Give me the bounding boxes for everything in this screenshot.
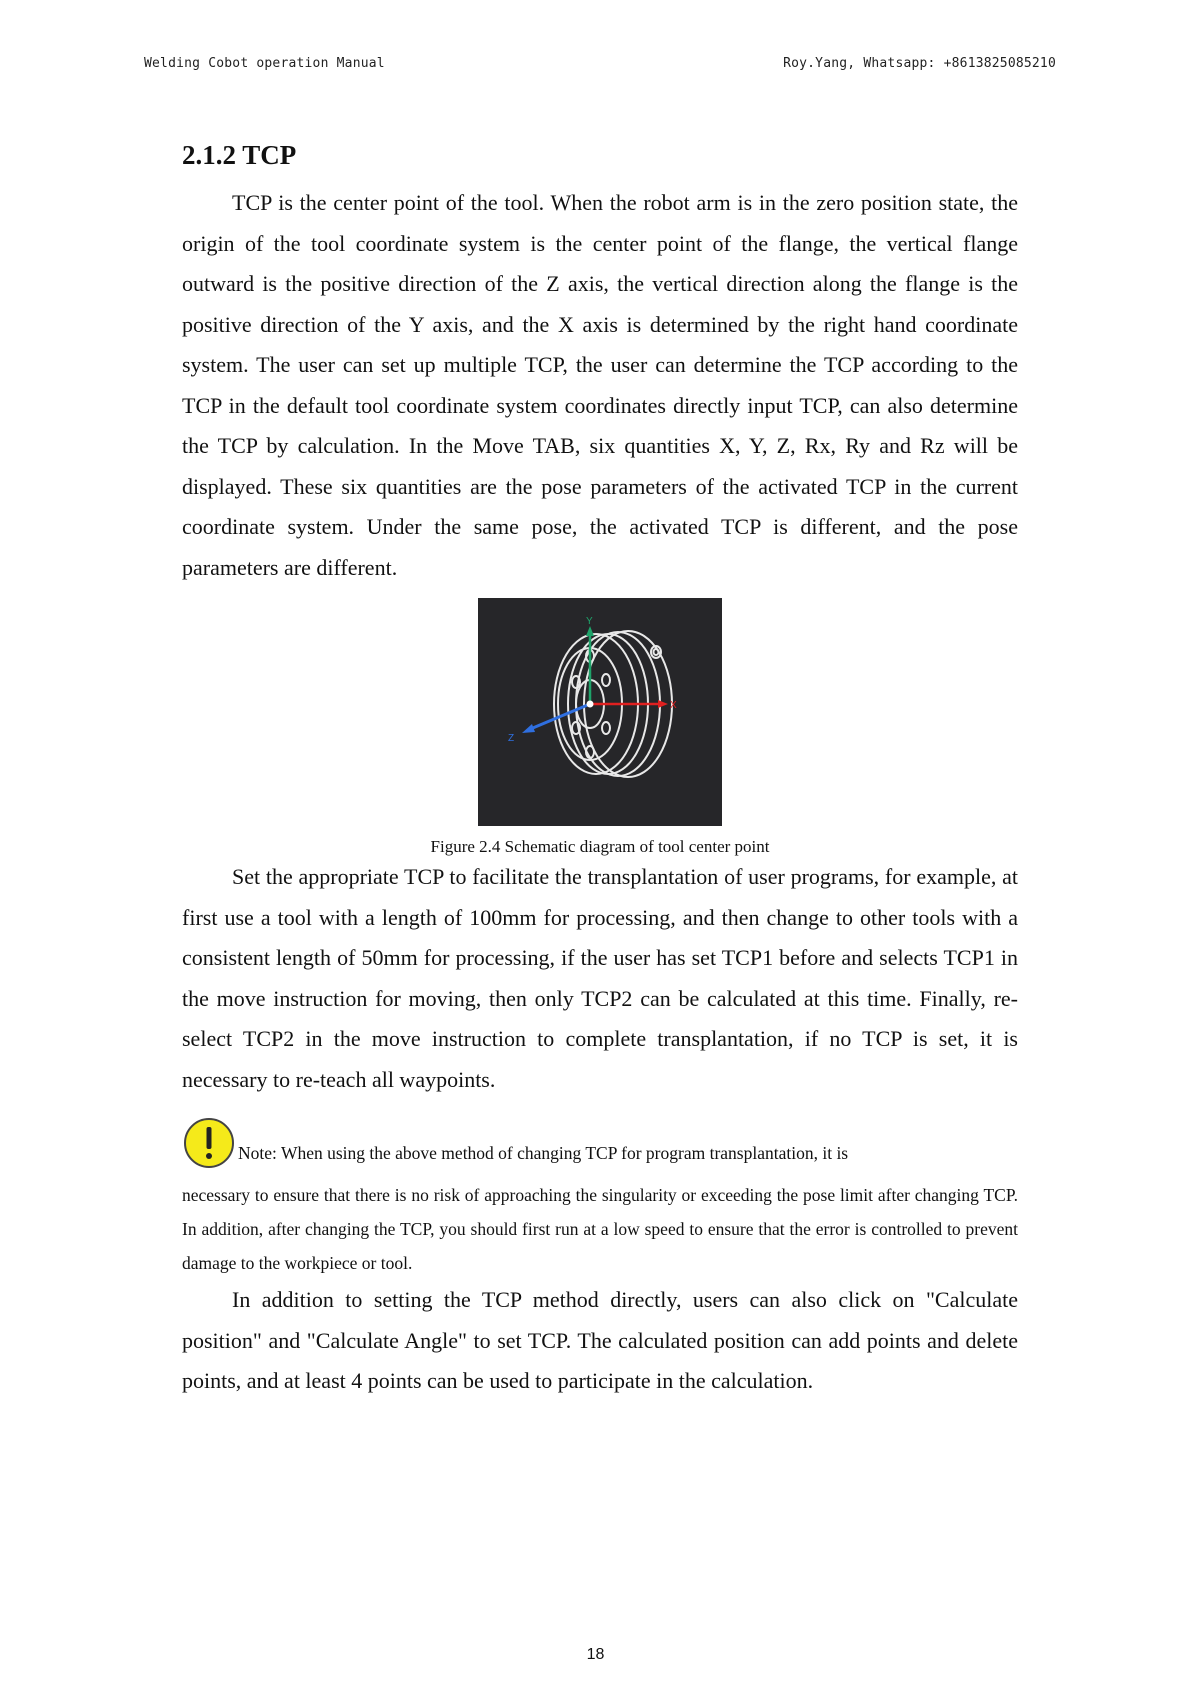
paragraph-calculate-tcp: In addition to setting the TCP method directly, users can also click on "Calculate position" and "Calculate Angle" to set TCP. The calculated position can add points and delete points, and at least 4 points can be used to participate in the calculation. xyxy=(182,1287,1018,1394)
flange-diagram-icon xyxy=(478,598,722,826)
z-axis-label: Z xyxy=(508,733,515,745)
x-axis-label: X xyxy=(670,700,677,712)
paragraph-tcp-transplantation: Set the appropriate TCP to facilitate the transplantation of user programs, for example, at first use a tool with a length of 100mm for processing, and then change to other tools with a consistent length of 50mm for processing, if the user has set TCP1 before and selects TCP1 in the move instruction for moving, then only TCP2 can be calculated at this time. Finally, re-select TCP2 in the move instruction to complete transplantation, if no TCP is set, it is necessary to re-teach all waypoints. xyxy=(182,864,1018,1092)
page-number: 18 xyxy=(586,1646,605,1663)
note-block xyxy=(182,1112,1018,1280)
paragraph-tcp-definition: TCP is the center point of the tool. When the robot arm is in the zero position state, the origin of the tool coordinate system is the center point of the flange, the vertical flange outward is the positive direction of the Z axis, the vertical direction along the flange is the positive direction of the Y axis, and the X axis is determined by the right hand coordinate system. The user can set up multiple TCP, the user can determine the TCP according to the TCP in the default tool coordinate system coordinates directly input TCP, can also determine the TCP by calculation. In the Move TAB, six quantities X, Y, Z, Rx, Ry and Rz will be displayed. These six quantities are the pose parameters of the activated TCP in the current coordinate system. Under the same pose, the activated TCP is different, and the pose parameters are different. xyxy=(182,190,1018,580)
running-header-contact: Roy.Yang, Whatsapp: +8613825085210 xyxy=(783,56,1056,71)
note-text: necessary to ensure that there is no risk of approaching the singularity or exceeding the pose limit after changing TCP. In addition, after changing the TCP, you should first run at a low speed to ensure that the error is controlled to prevent damage to the workpiece or tool. xyxy=(182,1185,1018,1274)
page-content xyxy=(182,138,1018,1402)
tcp-schematic-image xyxy=(478,598,722,826)
figure-caption: Figure 2.4 Schematic diagram of tool center point xyxy=(430,837,770,857)
y-axis-label: Y xyxy=(586,616,593,628)
running-header-title: Welding Cobot operation Manual xyxy=(144,56,385,71)
section-title: 2.1.2 TCP xyxy=(182,140,297,170)
warning-exclamation-icon xyxy=(182,1116,236,1170)
figure xyxy=(182,598,1018,857)
note-first-line: Note: When using the above method of changing TCP for program transplantation, it is xyxy=(238,1143,849,1164)
